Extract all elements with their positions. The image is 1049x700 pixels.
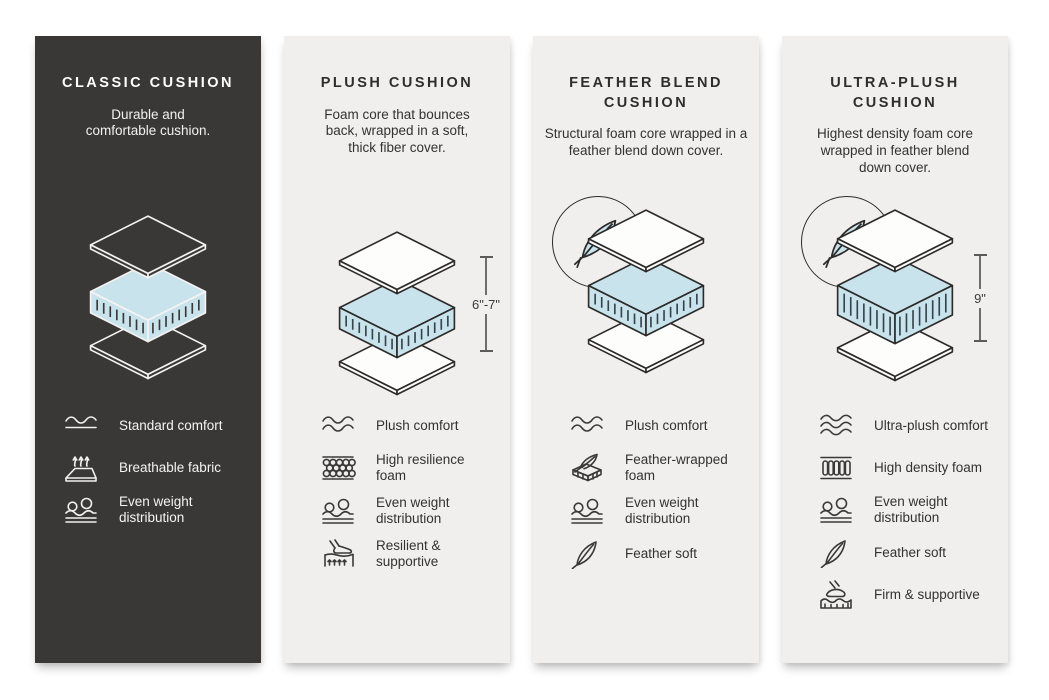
card-description: Highest density foam core wrapped in feather blend down cover. — [816, 126, 974, 175]
firm-foot-icon — [816, 580, 856, 610]
card-title: FEATHER BLEND CUSHION — [569, 75, 723, 111]
feature-row — [61, 452, 253, 484]
cushion-diagram — [35, 212, 261, 381]
feature-label: Firm & supportive — [874, 586, 980, 602]
card-title: CLASSIC CUSHION — [61, 75, 235, 91]
measure-line — [979, 308, 981, 341]
even-weight-icon — [816, 495, 856, 525]
cushion-layers-illustration — [564, 206, 728, 375]
honeycomb-foam-icon — [318, 453, 358, 483]
triple-wave-icon — [816, 411, 856, 441]
feature-label: Even weight distribution — [874, 494, 948, 526]
feature-label: Feather soft — [874, 544, 947, 560]
feature-row — [318, 538, 506, 571]
feature-row — [61, 410, 253, 442]
cushion-layers-illustration — [813, 206, 977, 383]
card-description: Durable and comfortable cushion. — [85, 106, 211, 139]
feature-label: Breathable fabric — [119, 459, 222, 475]
even-weight-icon — [318, 496, 358, 526]
card-title: PLUSH CUSHION — [320, 75, 474, 91]
card-feather-blend-cushion — [533, 36, 759, 663]
feature-row — [318, 452, 506, 485]
cushion-comparison-board — [35, 36, 1008, 663]
feature-row — [567, 410, 755, 442]
feature-label: High density foam — [874, 459, 983, 475]
cushion-diagram — [782, 194, 1008, 383]
card-description: Foam core that bounces back, wrapped in a soft, thick fiber cover. — [324, 106, 470, 156]
feature-label: Standard comfort — [119, 417, 223, 433]
cushion-layers-illustration — [66, 212, 230, 381]
feature-label: Resilient & supportive — [376, 537, 441, 570]
feature-row — [567, 452, 755, 485]
even-weight-icon — [567, 496, 607, 526]
feature-row — [567, 495, 755, 528]
feature-label: Feather soft — [625, 545, 698, 561]
measure-line — [979, 256, 981, 289]
card-ultra-plush-cushion — [782, 36, 1008, 663]
card-classic-cushion — [35, 36, 261, 663]
feather-foam-icon — [567, 453, 607, 483]
feature-row — [816, 494, 1004, 527]
feature-label: Even weight distribution — [625, 494, 699, 527]
cushion-layers-illustration — [315, 228, 479, 397]
breathable-fabric-icon — [61, 453, 101, 483]
feature-label: Even weight distribution — [376, 494, 450, 527]
card-description: Structural foam core wrapped in a feather blend down cover. — [544, 126, 748, 158]
feature-list — [318, 410, 506, 581]
resilient-foot-icon — [318, 539, 358, 569]
feature-list — [61, 410, 253, 537]
cushion-diagram — [284, 228, 510, 397]
feature-row — [816, 452, 1004, 484]
feature-row — [318, 410, 506, 442]
even-weight-icon — [61, 495, 101, 525]
feature-label: Plush comfort — [376, 417, 459, 433]
feature-row — [318, 495, 506, 528]
double-wave-icon — [567, 411, 607, 441]
feature-list — [567, 410, 755, 580]
double-wave-icon — [318, 411, 358, 441]
card-plush-cushion — [284, 36, 510, 663]
feature-row — [567, 538, 755, 570]
capsule-foam-icon — [816, 453, 856, 483]
measure-cap-bottom — [480, 350, 493, 352]
feature-row — [816, 579, 1004, 611]
measure-line — [485, 314, 487, 351]
measure-line — [485, 258, 487, 295]
feature-row — [61, 494, 253, 527]
measurement-label: 6"-7" — [471, 296, 501, 312]
feather-icon — [816, 538, 856, 568]
feature-list — [816, 410, 1004, 621]
feature-label: High resilience foam — [376, 452, 465, 484]
feather-icon — [567, 539, 607, 569]
card-title: ULTRA-PLUSH CUSHION — [830, 75, 960, 111]
feature-label: Plush comfort — [625, 417, 708, 433]
single-wave-icon — [61, 411, 101, 441]
feature-label: Ultra-plush comfort — [874, 417, 989, 433]
feature-label: Feather-wrapped foam — [625, 452, 728, 484]
cushion-diagram — [533, 194, 759, 375]
feature-label: Even weight distribution — [119, 494, 193, 526]
feature-row — [816, 410, 1004, 442]
feature-row — [816, 537, 1004, 569]
measurement-label: 9" — [974, 290, 986, 306]
